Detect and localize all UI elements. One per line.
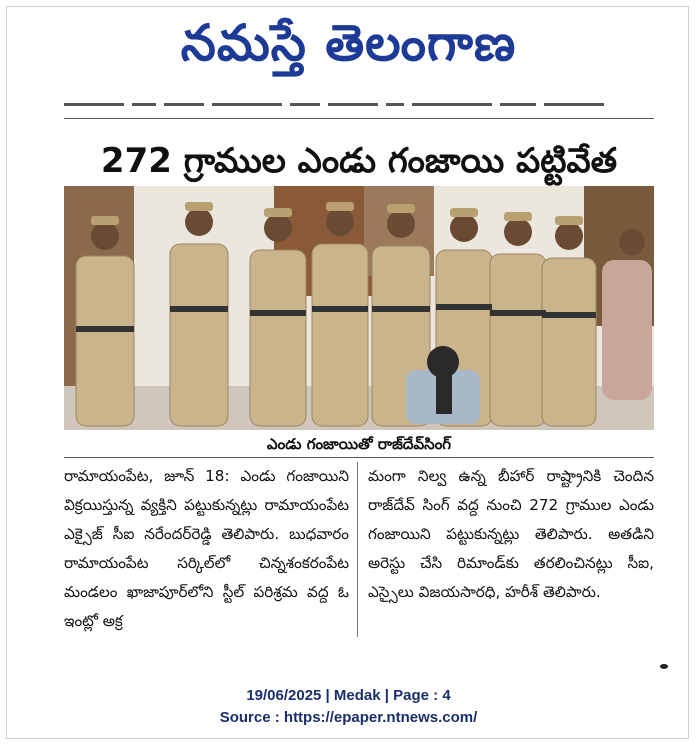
police-group-photo bbox=[64, 186, 654, 430]
officer-7 bbox=[490, 254, 546, 426]
page-mark bbox=[660, 664, 668, 669]
column-divider bbox=[357, 462, 358, 637]
article-photo bbox=[64, 186, 654, 430]
top-rule bbox=[64, 118, 654, 119]
source-line: Source : https://epaper.ntnews.com/ bbox=[219, 709, 478, 726]
article-headline: 272 గ్రాముల ఎండు గంజాయి పట్టివేత bbox=[100, 141, 618, 181]
woman-officer bbox=[602, 260, 652, 400]
newspaper-masthead: నమస్తే తెలంగాణ bbox=[180, 13, 517, 72]
officer-2 bbox=[170, 244, 228, 426]
officer-1 bbox=[76, 256, 134, 426]
article-column-left: రామాయంపేట, జూన్ 18: ఎండు గంజాయిని విక్రయిస్తున్న వ్యక్తిని పట్టుకున్నట్లు రామాయంపేట ఎక్సైజ్ సీఐ నరేందర్‌రెడ్డి తెలిపారు. బుధవారం రామాయంపేట సర్కిల్‌లో చిన్నశంకరంపేట మండలం ఖాజాపూర్‌లోని స్టీల్ పరిశ్రమ వద్ద ఓ ఇంట్లో అక్ర bbox=[64, 467, 349, 630]
photo-caption: ఎండు గంజాయితో రాజ్‌దేవ్‌సింగ్ bbox=[266, 435, 452, 453]
caption-rule bbox=[64, 457, 654, 458]
edition-line: 19/06/2025 | Medak | Page : 4 bbox=[246, 687, 451, 704]
officer-4 bbox=[312, 244, 368, 426]
officer-3 bbox=[250, 250, 306, 426]
officer-8 bbox=[542, 258, 596, 426]
masthead-subline-ornament bbox=[64, 94, 654, 108]
article-column-right: మంగా నిల్వ ఉన్న బీహార్ రాష్ట్రానికి చెందిన రాజ్‌దేవ్ సింగ్ వద్ద నుంచి 272 గ్రాముల ఎండు గంజాయిని పట్టుకున్నట్లు తెలిపారు. అతడిని అరెస్టు చేసి రిమాండ్‌కు తరలించినట్లు సీఐ, ఎస్సైలు విజయసారధి, హరీశ్ తెలిపారు. bbox=[368, 467, 654, 601]
